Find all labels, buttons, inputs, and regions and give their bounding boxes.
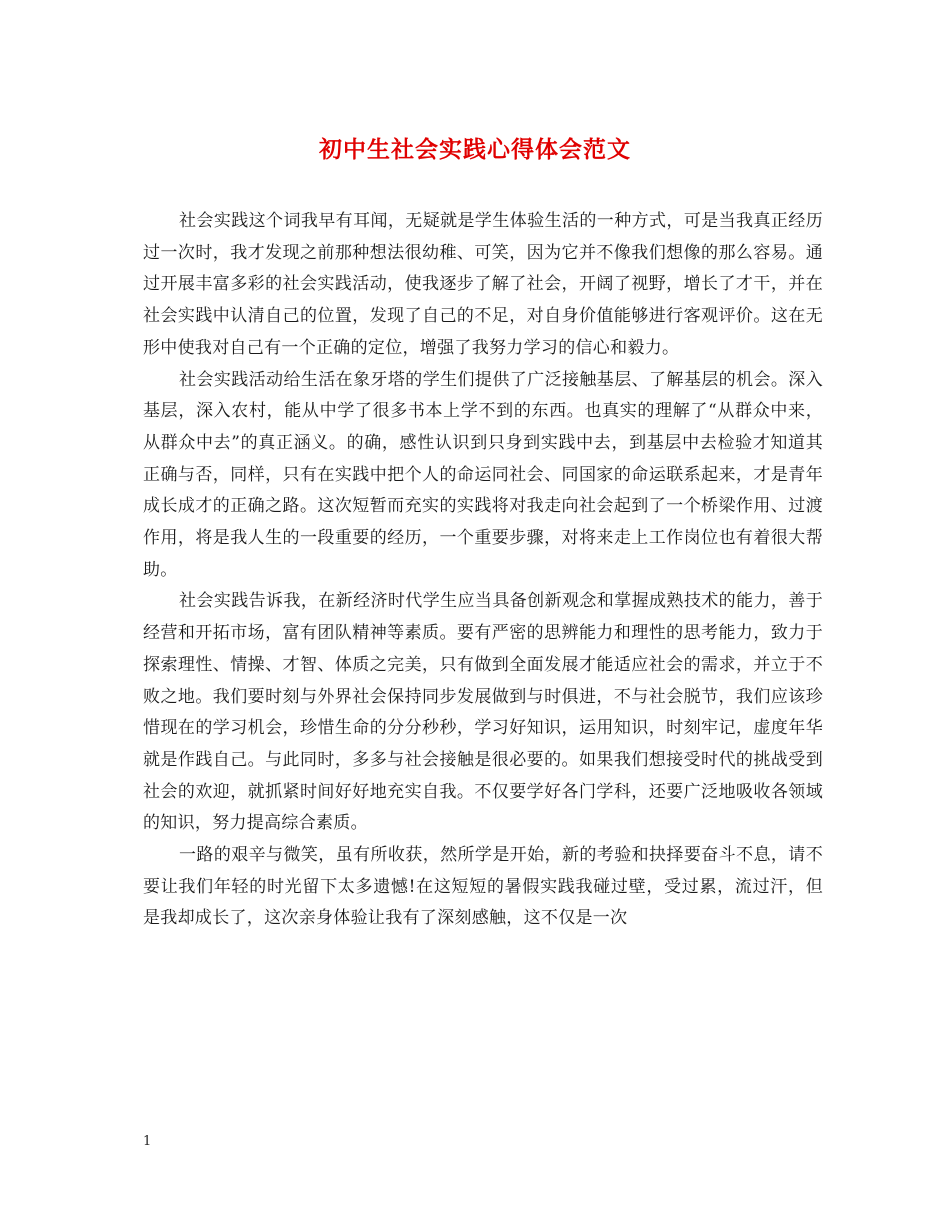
page-number: 1	[143, 1134, 152, 1149]
document-title: 初中生社会实践心得体会范文	[319, 136, 631, 163]
document-body	[143, 206, 823, 935]
paragraph-4: 一路的艰辛与微笑，虽有所收获，然所学是开始，新的考验和抉择要奋斗不息，请不要让我们年轻的时光留下太多遗憾!在这短短的暑假实践我碰过壁，受过累，流过汗，但是我却成长了，这次亲身体验让我有了深刻感触，这不仅是一次	[143, 845, 823, 929]
paragraph-1: 社会实践这个词我早有耳闻，无疑就是学生体验生活的一种方式，可是当我真正经历过一次时，我才发现之前那种想法很幼稚、可笑，因为它并不像我们想像的那么容易。通过开展丰富多彩的社会实践活动，使我逐步了解了社会，开阔了视野，增长了才干，并在社会实践中认清自己的位置，发现了自己的不足，对自身价值能够进行客观评价。这在无形中使我对自己有一个正确的定位，增强了我努力学习的信心和毅力。	[143, 211, 823, 358]
paragraph-3: 社会实践告诉我，在新经济时代学生应当具备创新观念和掌握成熟技术的能力，善于经营和开拓市场，富有团队精神等素质。要有严密的思辨能力和理性的思考能力，致力于探索理性、情操、才智、体质之完美，只有做到全面发展才能适应社会的需求，并立于不败之地。我们要时刻与外界社会保持同步发展做到与时俱进，不与社会脱节，我们应该珍惜现在的学习机会，珍惜生命的分分秒秒，学习好知识，运用知识，时刻牢记，虚度年华就是作践自己。与此同时，多多与社会接触是很必要的。如果我们想接受时代的挑战受到社会的欢迎，就抓紧时间好好地充实自我。不仅要学好各门学科，还要广泛地吸收各领域的知识，努力提高综合素质。	[143, 591, 823, 834]
paragraph-2: 社会实践活动给生活在象牙塔的学生们提供了广泛接触基层、了解基层的机会。深入基层，深入农村，能从中学了很多书本上学不到的东西。也真实的理解了“从群众中来，从群众中去”的真正涵义。的确，感性认识到只身到实践中去，到基层中去检验才知道其正确与否，同样，只有在实践中把个人的命运同社会、同国家的命运联系起来，才是青年成长成才的正确之路。这次短暂而充实的实践将对我走向社会起到了一个桥梁作用、过渡作用，将是我人生的一段重要的经历，一个重要步骤，对将来走上工作岗位也有着很大帮助。	[143, 369, 823, 580]
